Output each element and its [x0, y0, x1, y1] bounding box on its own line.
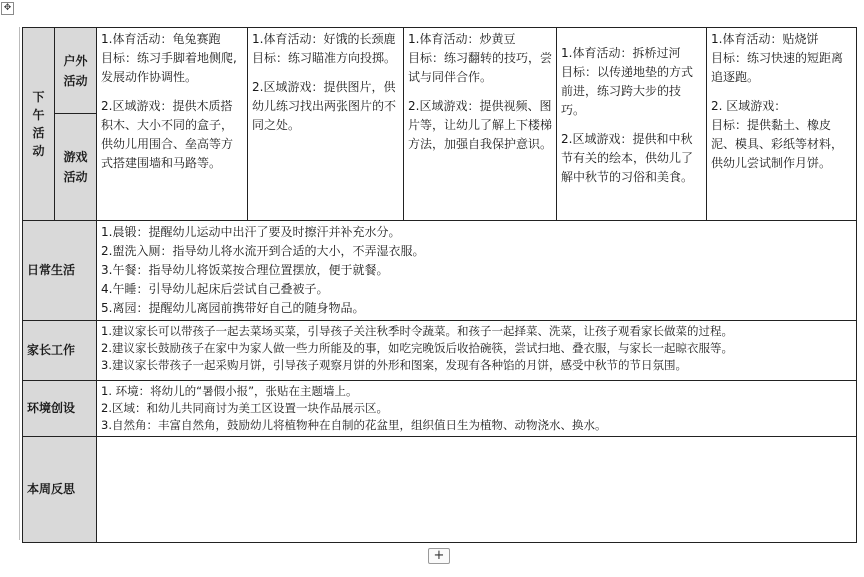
activity-goal: 目标：练习快速的短距离追逐跑。	[711, 51, 844, 84]
environment-item: 3.自然角：丰富自然角，鼓励幼儿将植物种在自制的花盆里，组织值日生为植物、动物浇水、换水。	[101, 418, 607, 432]
environment-row	[23, 381, 857, 437]
table-move-handle-icon[interactable]: ✥	[1, 2, 14, 15]
parents-work-content[interactable]	[97, 321, 857, 381]
outdoor-label: 户外活动	[63, 53, 88, 88]
environment-content[interactable]	[97, 381, 857, 437]
afternoon-day-2[interactable]	[248, 28, 404, 221]
activity-title: 1.体育活动：贴烧饼	[711, 32, 819, 46]
reflection-content[interactable]	[97, 437, 857, 543]
parents-item: 1.建议家长可以带孩子一起去菜场买菜，引导孩子关注秋季时令蔬菜。和孩子一起择菜、洗菜，让孩子观看家长做菜的过程。	[101, 324, 733, 338]
page-margin-line	[19, 27, 20, 540]
weekly-plan-table	[22, 27, 857, 543]
game-label-cell	[55, 114, 97, 221]
area-game: 2.区域游戏：提供视频、图片等，让幼儿了解上下楼梯方法，加强自我保护意识。	[408, 99, 553, 151]
activity-goal: 目标：练习手脚着地侧爬,发展动作协调性。	[101, 51, 237, 84]
daily-life-content[interactable]	[97, 221, 857, 321]
add-row-button[interactable]: +	[428, 548, 450, 564]
daily-item: 4.午睡：引导幼儿起床后尝试自己叠被子。	[101, 282, 329, 296]
afternoon-outdoor-row	[23, 28, 857, 114]
activity-title: 1.体育活动：拆桥过河	[561, 46, 681, 60]
area-game: 2.区域游戏：提供图片，供幼儿练习找出两张图片的不同之处。	[252, 80, 397, 132]
daily-life-label-cell	[23, 221, 97, 321]
afternoon-day-1[interactable]	[97, 28, 248, 221]
parents-work-row	[23, 321, 857, 381]
area-game-goal: 目标：提供黏土、橡皮泥、模具、彩纸等材料，供幼儿尝试制作月饼。	[711, 118, 844, 170]
reflection-label-cell	[23, 437, 97, 543]
parents-work-label: 家长工作	[27, 343, 76, 357]
daily-item: 3.午餐：指导幼儿将饭菜按合理位置摆放，便于就餐。	[101, 263, 389, 277]
parents-work-label-cell	[23, 321, 97, 381]
daily-item: 1.晨锻：提醒幼儿运动中出汗了要及时擦汗并补充水分。	[101, 225, 401, 239]
afternoon-label-cell	[23, 28, 55, 221]
area-game: 2. 区域游戏：	[711, 99, 787, 113]
reflection-row	[23, 437, 857, 543]
environment-item: 1. 环境：将幼儿的“暑假小报”，张贴在主题墙上。	[101, 384, 358, 398]
activity-goal: 目标：练习瞄准方向投掷。	[252, 51, 397, 65]
parents-item: 3.建议家长带孩子一起采购月饼，引导孩子观察月饼的外形和图案，发现有各种馅的月饼，感受中秋节的节日氛围。	[101, 358, 687, 372]
activity-title: 1.体育活动：炒黄豆	[408, 32, 516, 46]
reflection-label: 本周反思	[27, 482, 76, 496]
afternoon-day-5[interactable]	[707, 28, 857, 221]
daily-life-label: 日常生活	[27, 263, 76, 277]
activity-title: 1.体育活动：好饿的长颈鹿	[252, 32, 396, 46]
area-game: 2.区域游戏：提供木质搭积木、大小不同的盒子，供幼儿用围合、垒高等方式搭建围墙和马路等。	[101, 99, 234, 170]
daily-item: 2.盥洗入厕：指导幼儿将水流开到合适的大小，不弄湿衣服。	[101, 244, 425, 258]
afternoon-day-3[interactable]	[404, 28, 557, 221]
activity-title: 1.体育活动：龟兔赛跑	[101, 32, 221, 46]
activity-goal: 目标：练习翻转的技巧，尝试与同伴合作。	[408, 51, 553, 84]
parents-item: 2.建议家长鼓励孩子在家中为家人做一些力所能及的事，如吃完晚饭后收拾碗筷，尝试扫地、叠衣服，与家长一起晾衣服等。	[101, 341, 733, 355]
daily-item: 5.离园：提醒幼儿离园前携带好自己的随身物品。	[101, 301, 365, 315]
outdoor-label-cell	[55, 28, 97, 114]
afternoon-day-4[interactable]	[557, 28, 707, 221]
environment-label-cell	[23, 381, 97, 437]
game-label: 游戏活动	[63, 150, 88, 184]
activity-goal: 目标：以传递地垫的方式前进，练习跨大步的技巧。	[561, 65, 694, 117]
afternoon-label: 下午活动	[32, 89, 45, 158]
area-game: 2.区域游戏：提供和中秋节有关的绘本，供幼儿了解中秋节的习俗和美食。	[561, 132, 694, 184]
environment-item: 2.区域：和幼儿共同商讨为美工区设置一块作品展示区。	[101, 401, 388, 415]
daily-life-row	[23, 221, 857, 321]
environment-label: 环境创设	[27, 401, 76, 415]
